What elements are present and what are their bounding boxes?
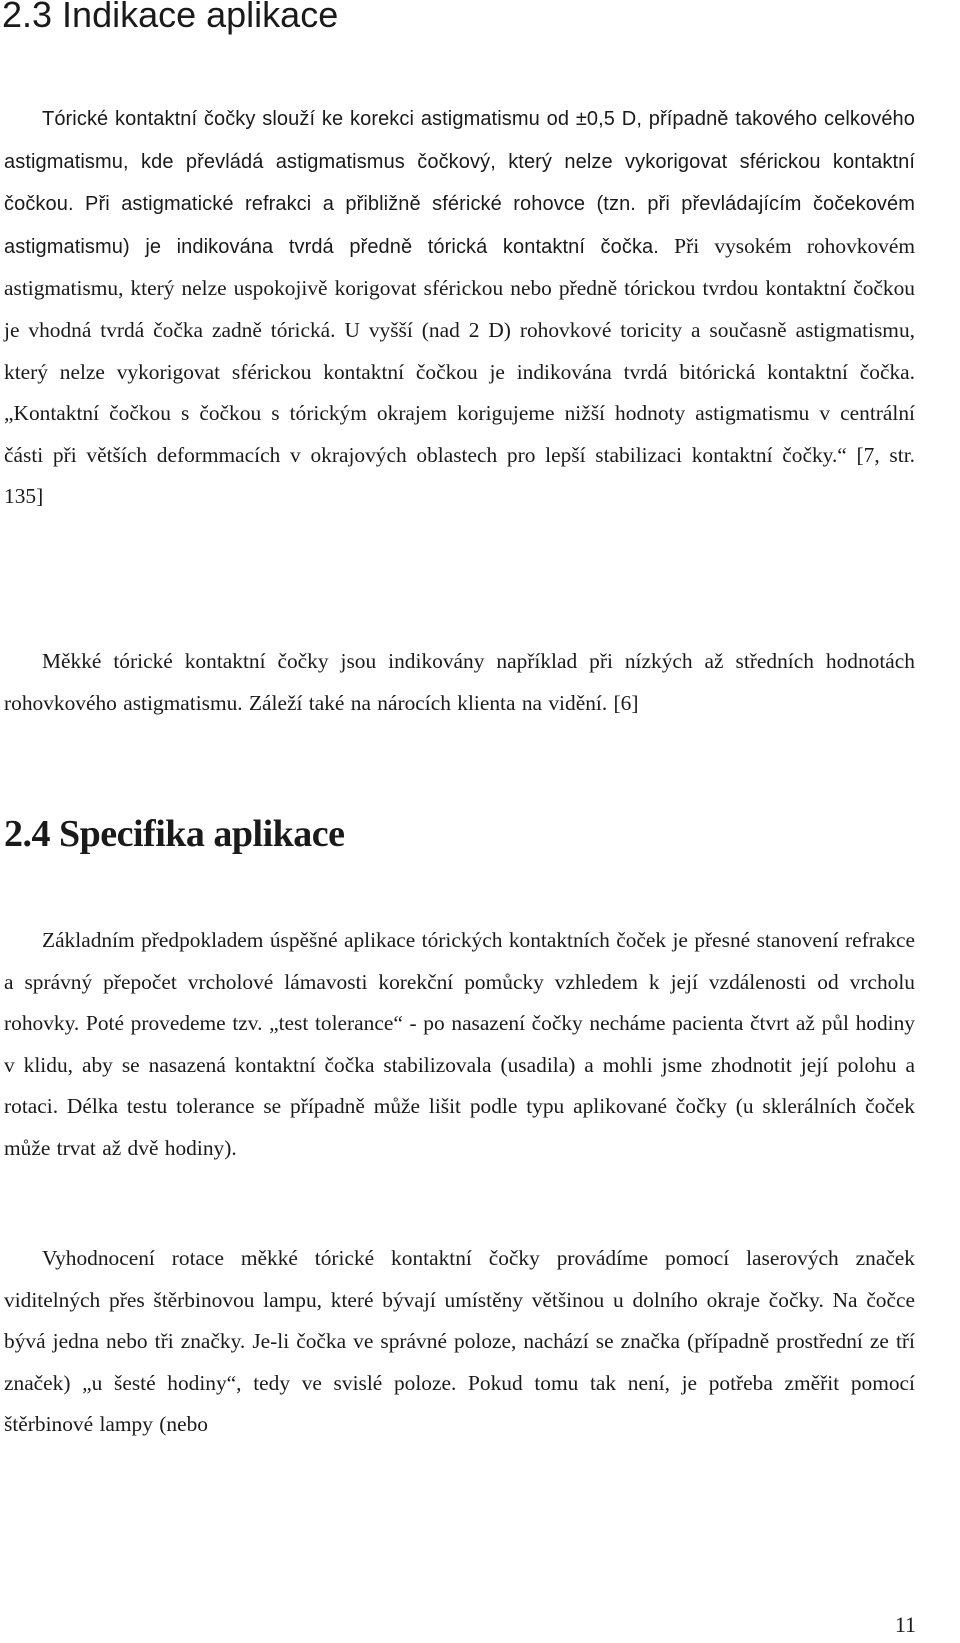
section-heading-indikace: 2.3 Indikace aplikace xyxy=(2,0,339,35)
paragraph-specifika-2: Vyhodnocení rotace měkké tórické kontaktní čočky provádíme pomocí laserových značek viditelných přes štěrbinovou lampu, které bývají umístěny většinou u dolního okraje čočky. Na čočce bývá jedna nebo tři značky. Je-li čočka ve správné poloze, nachází se značka (případně prostřední ze tří značek) „u šesté hodiny“, tedy ve svislé poloze. Pokud tomu tak není, je potřeba změřit pomocí štěrbinové lampy (nebo xyxy=(4,1246,915,1437)
paragraph-specifika-1: Základním předpokladem úspěšné aplikace tórických kontaktních čoček je přesné stanovení refrakce a správný přepočet vrcholové lámavosti korekční pomůcky vzhledem k její vzdálenosti od vrcholu rohovky. Poté provedeme tzv. „test tolerance“ - po nasazení čočky necháme pacienta čtvrt až půl hodiny v klidu, aby se nasazená kontaktní čočka stabilizovala (usadila) a mohli jsme zhodnotit její polohu a rotaci. Délka testu tolerance se případně může lišit podle typu aplikované čočky (u sklerálních čoček může trvat až dvě hodiny). xyxy=(4,928,915,1160)
paragraph-indikace-1-serif: Při vysokém rohovkovém astigmatismu, který nelze uspokojivě korigovat sférickou nebo předně tórickou tvrdou kontaktní čočkou je vhodná tvrdá čočka zadně tórická. U vyšší (nad 2 D) rohovkové toricity a současně astigmatismu, který nelze vykorigovat sférickou kontaktní čočkou je indikována tvrdá bitórická kontaktní čočka. „Kontaktní čočkou s čočkou s tórickým okrajem korigujeme nižší hodnoty astigmatismu v centrální části při větších deformmacích v okrajových oblastech pro lepší stabilizaci kontaktní čočky.“ [7, str. 135] xyxy=(4,233,915,509)
paragraph-indikace-1-sans: Tórické kontaktní čočky slouží ke korekci astigmatismu od ±0,5 D, případně takového celkového astigmatismu, kde převládá astigmatismus čočkový, který nelze vykorigovat sférickou kontaktní čočkou. Při astigmatické refrakci a přibližně sférické rohovce (tzn. při převládajícím čočekovém astigmatismu) je indikována tvrdá předně tórická kontaktní čočka. xyxy=(4,108,915,258)
section-heading-specifika: 2.4 Specifika aplikace xyxy=(4,813,345,855)
paragraph-indikace-1 xyxy=(4,98,915,518)
paragraph-indikace-2: Měkké tórické kontaktní čočky jsou indikovány například při nízkých až středních hodnotách rohovkového astigmatismu. Záleží také na nárocích klienta na vidění. [6] xyxy=(4,649,915,715)
page-number: 11 xyxy=(894,1612,916,1637)
